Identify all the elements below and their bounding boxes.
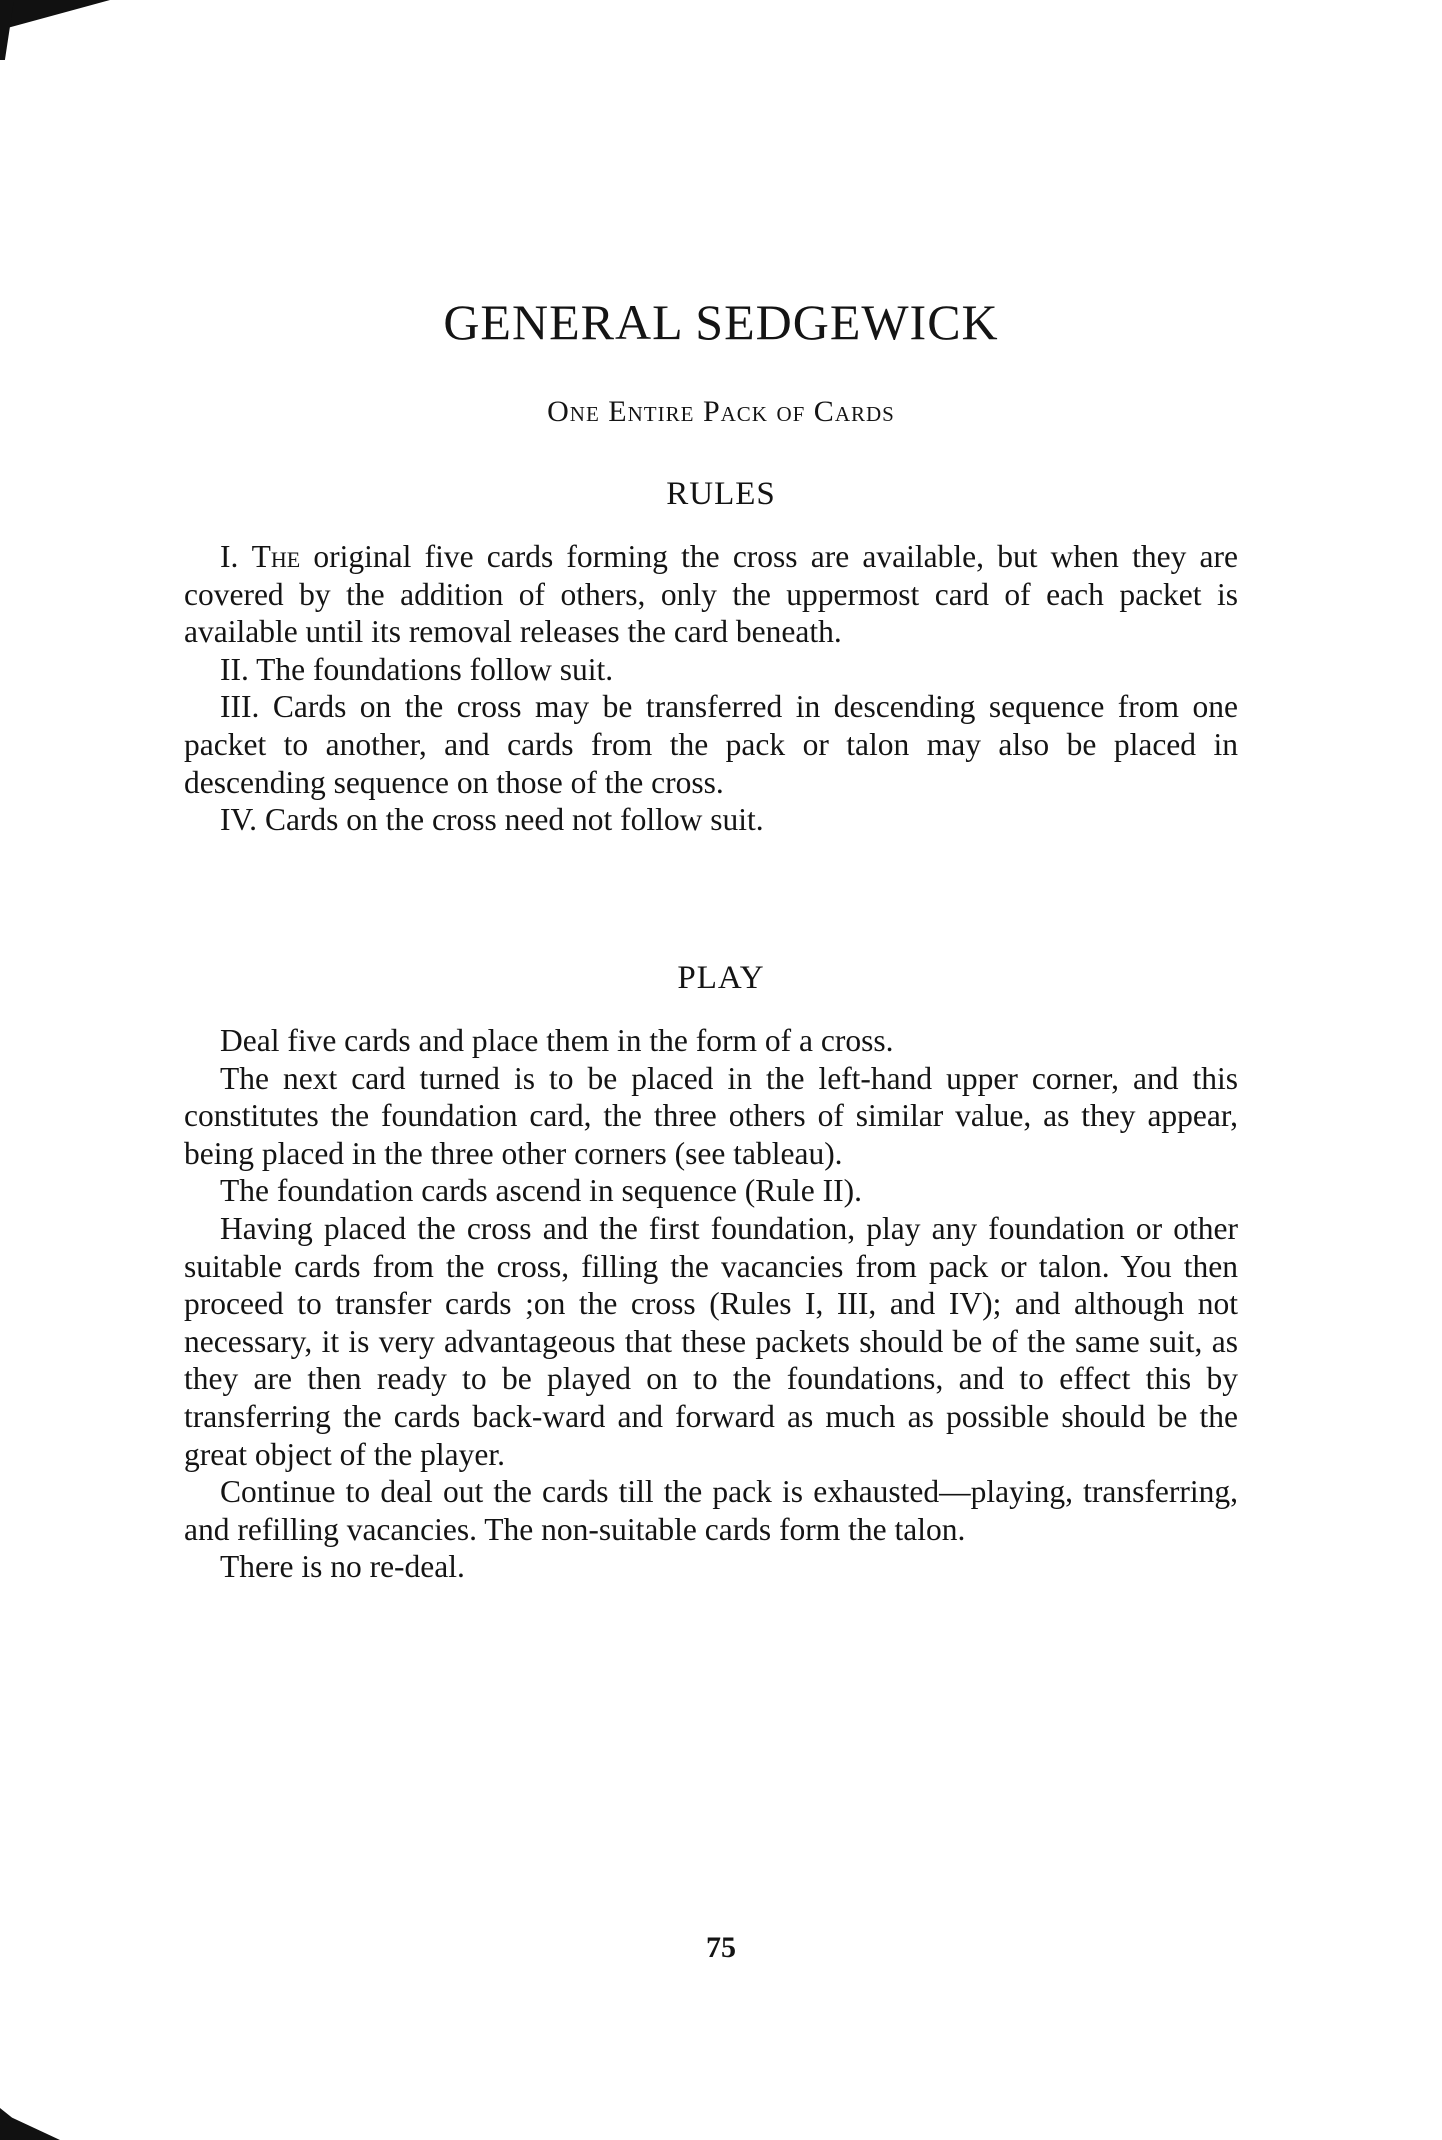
rule-item <box>184 651 1238 689</box>
rule-text: Cards on the cross need not follow suit. <box>264 802 764 838</box>
play-paragraph: Continue to deal out the cards till the pack is exhausted—playing, transferring, and refilling vacancies. The non-suitable cards form the talon. <box>184 1474 1238 1547</box>
play-paragraph: Having placed the cross and the first foundation, play any foundation or other suitable cards from the cross, filling the vacancies from pack or talon. You then proceed to transfer cards ;on the cross (Rules I, III, and IV); and although not necessary, it is very advantageous that these packets should be of the same suit, as they are then ready to be played on to the foundations, and to effect this by transferring the cards back-ward and forward as much as possible should be the great object of the player. <box>184 1210 1238 1472</box>
scan-corner-mark-bottom <box>0 2108 60 2140</box>
rules-heading: RULES <box>666 476 776 512</box>
rule-text: The foundations follow suit. <box>256 651 614 687</box>
rule-number: II. <box>220 651 249 687</box>
page-number: 75 <box>706 1931 736 1964</box>
rule-item <box>184 538 1238 651</box>
page-title: GENERAL SEDGEWICK <box>443 294 999 350</box>
play-paragraph: The next card turned is to be placed in the left-hand upper corner, and this constitutes the foundation card, the three others of similar value, as they appear, being placed in the three other corners (see tableau). <box>184 1060 1238 1171</box>
page-subtitle: One Entire Pack of Cards <box>547 395 895 428</box>
rule-item <box>184 801 1238 839</box>
play-heading: PLAY <box>677 960 765 996</box>
rule-number: III. <box>220 689 260 725</box>
scan-edge-mark-top <box>0 0 14 60</box>
rule-text: Cards on the cross may be transferred in descending sequence from one packet to another, and cards from the pack or talon may also be placed in descending sequence on those of the cross. <box>184 689 1238 800</box>
play-paragraph: The foundation cards ascend in sequence (Rule II). <box>220 1173 862 1209</box>
rule-number: IV. <box>220 802 258 838</box>
play-paragraph: Deal five cards and place them in the form of a cross. <box>220 1023 894 1058</box>
scan-corner-mark-top <box>0 0 110 30</box>
play-instructions <box>184 1022 1238 1586</box>
rule-text: original five cards forming the cross are available, but when they are covered by the addition of others, only the uppermost card of each packet is available until its removal releases the card beneath. <box>184 539 1239 650</box>
rule-lead-word: The <box>251 539 301 574</box>
rule-item <box>184 688 1238 801</box>
play-paragraph: There is no re-deal. <box>220 1549 465 1585</box>
rule-number: I. <box>220 539 239 574</box>
rules-list <box>184 538 1238 839</box>
